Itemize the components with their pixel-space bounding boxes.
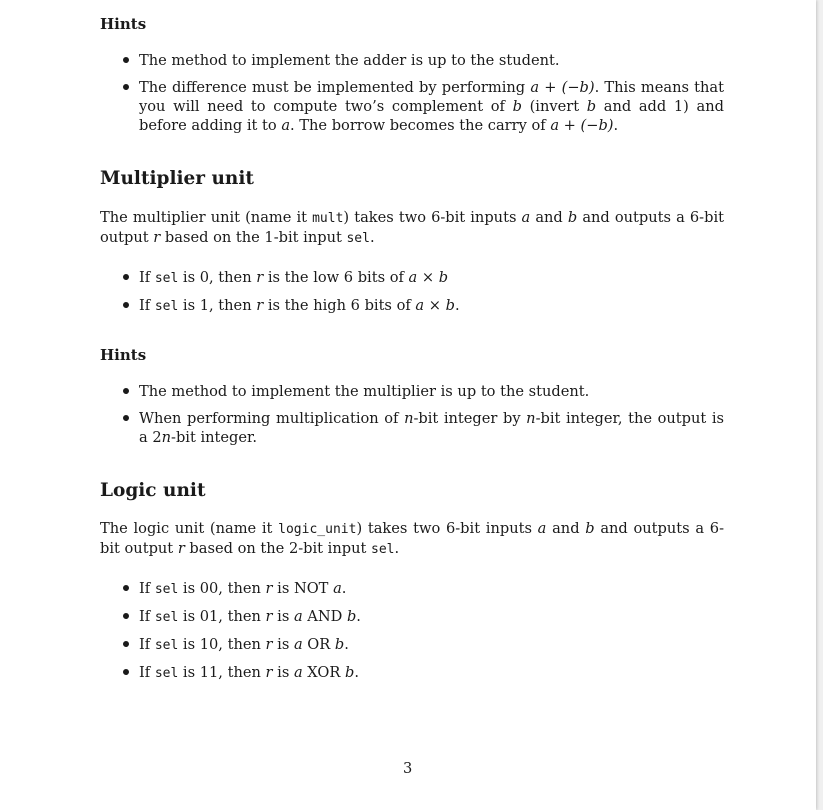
text-run: is 10, then	[178, 636, 266, 653]
math-variable: a	[521, 209, 531, 226]
text-run: .	[454, 297, 460, 314]
text-run: . The borrow becomes the carry of	[290, 117, 551, 134]
math-variable: b	[567, 209, 578, 226]
text-run: If	[139, 297, 155, 314]
math-variable: a	[281, 117, 291, 134]
text-run: If	[139, 269, 155, 286]
text-run: If	[139, 664, 155, 681]
text-run: and outputs a 6-bit output	[100, 209, 724, 246]
text-run: .	[369, 229, 375, 246]
text-run: and	[546, 520, 586, 537]
math-variable: r	[256, 297, 264, 314]
text-run: If	[139, 580, 155, 597]
math-variable: a	[293, 636, 303, 653]
text-run: .	[613, 117, 619, 134]
code-identifier: sel	[154, 271, 179, 286]
code-identifier: sel	[346, 231, 370, 246]
text-run: based on the 1-bit input	[160, 229, 347, 246]
code-identifier: sel	[154, 666, 179, 681]
adder-hints-heading: Hints	[100, 15, 147, 33]
text-run: -bit integer by	[413, 410, 527, 427]
math-variable: r	[177, 540, 185, 557]
math-expression: a + (−b)	[530, 79, 595, 96]
math-variable: n	[161, 429, 172, 446]
code-identifier: sel	[154, 610, 179, 625]
text-run: ) takes two 6-bit inputs	[343, 209, 522, 226]
multiplier-sel-list	[100, 268, 724, 316]
math-variable: a	[293, 664, 303, 681]
text-run: .	[354, 664, 360, 681]
text-run: .	[341, 580, 347, 597]
text-run: is	[272, 636, 294, 653]
math-variable: b	[512, 98, 522, 115]
math-expression: a + (−b)	[550, 117, 614, 134]
list-item	[100, 579, 724, 599]
list-item	[100, 635, 724, 655]
multiplier-description	[100, 208, 724, 248]
code-identifier: sel	[154, 299, 179, 314]
text-run: is	[272, 608, 294, 625]
logic-section-heading: Logic unit	[100, 480, 206, 501]
list-item	[100, 409, 724, 447]
text-run: is 1, then	[178, 297, 257, 314]
text-run: If	[139, 608, 155, 625]
text-run: based on the 2-bit input	[184, 540, 371, 557]
text-run: AND	[302, 608, 347, 625]
math-variable: n	[526, 410, 536, 427]
code-identifier: mult	[312, 211, 344, 226]
text-run: If	[139, 636, 155, 653]
text-run: The logic unit (name it	[100, 520, 279, 537]
text-run: and outputs a 6-bit output	[100, 520, 724, 557]
text-run: and	[530, 209, 568, 226]
list-item	[100, 51, 724, 70]
multiplier-hints-list	[100, 382, 724, 447]
list-item-text: The method to implement the multiplier is up to the student.	[139, 383, 590, 400]
text-run: (invert	[521, 98, 587, 115]
text-run: The difference must be implemented by performing	[139, 79, 531, 96]
list-item	[100, 663, 724, 683]
math-expression: a × b	[415, 297, 455, 314]
code-identifier: sel	[154, 582, 179, 597]
text-run: The multiplier unit (name it	[100, 209, 313, 226]
math-variable: r	[153, 229, 161, 246]
text-run: is 11, then	[178, 664, 266, 681]
math-variable: r	[265, 664, 273, 681]
math-variable: a	[537, 520, 547, 537]
text-run: is the low 6 bits of	[263, 269, 409, 286]
logic-sel-list	[100, 579, 724, 683]
text-run: When performing multiplication of	[139, 410, 405, 427]
page-number: 3	[403, 760, 413, 777]
code-identifier: logic_unit	[278, 522, 357, 537]
text-run: is NOT	[272, 580, 334, 597]
list-item	[100, 78, 724, 135]
text-run: -bit integer, the output is a 2	[139, 410, 724, 446]
math-variable: b	[585, 520, 595, 537]
logic-description	[100, 519, 724, 559]
text-run: is the high 6 bits of	[263, 297, 416, 314]
list-item	[100, 296, 724, 316]
math-variable: r	[265, 608, 273, 625]
math-variable: n	[404, 410, 414, 427]
math-variable: b	[346, 608, 357, 625]
math-variable: r	[265, 636, 273, 653]
text-run: .	[356, 608, 361, 625]
text-run: XOR	[302, 664, 346, 681]
math-variable: b	[334, 636, 345, 653]
text-run: .	[344, 636, 349, 653]
math-variable: a	[333, 580, 342, 597]
text-run: is	[272, 664, 294, 681]
math-variable: b	[345, 664, 355, 681]
text-run: ) takes two 6-bit inputs	[356, 520, 538, 537]
code-identifier: sel	[154, 638, 179, 653]
text-run: -bit integer.	[171, 429, 258, 446]
text-run: and add 1) and before adding it to	[139, 98, 724, 134]
text-run: is 00, then	[178, 580, 266, 597]
multiplier-section-heading: Multiplier unit	[100, 168, 254, 189]
math-variable: a	[293, 608, 303, 625]
text-run: is 0, then	[178, 269, 257, 286]
adder-hints-list	[100, 51, 724, 135]
list-item-text: The method to implement the adder is up to the student.	[139, 52, 560, 69]
math-expression: a × b	[408, 269, 449, 286]
math-variable: r	[256, 269, 264, 286]
text-run: .	[394, 540, 400, 557]
text-run: . This means that you will need to compute two’s complement of	[139, 79, 724, 115]
math-variable: b	[586, 98, 597, 115]
list-item	[100, 382, 724, 401]
list-item	[100, 607, 724, 627]
math-variable: r	[265, 580, 273, 597]
code-identifier: sel	[371, 542, 395, 557]
text-run: OR	[302, 636, 335, 653]
multiplier-hints-heading: Hints	[100, 346, 147, 364]
list-item	[100, 268, 724, 288]
text-run: is 01, then	[178, 608, 266, 625]
